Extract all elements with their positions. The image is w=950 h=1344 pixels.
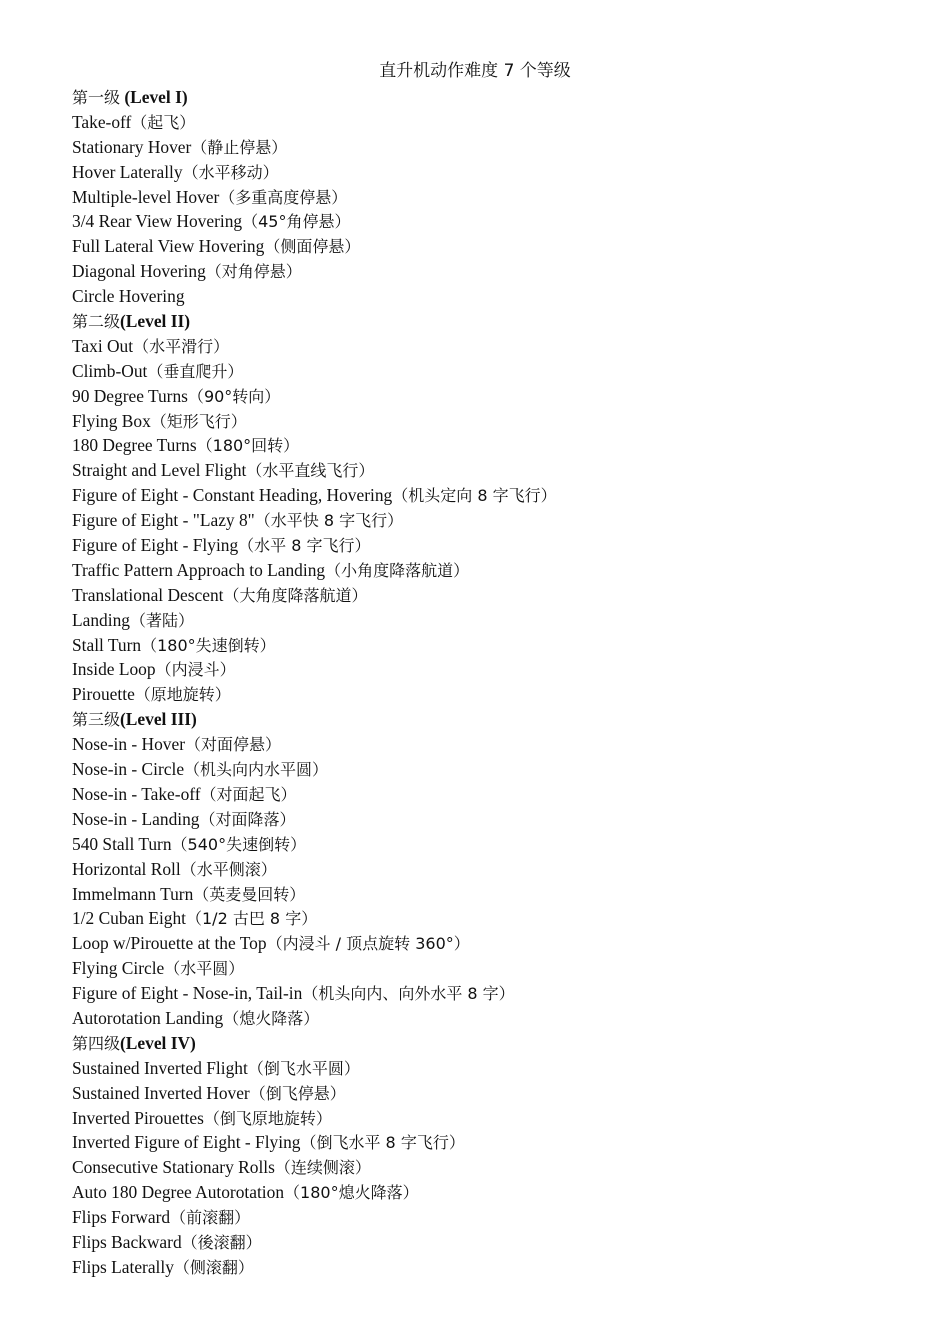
level-heading-cn: 第四级 bbox=[72, 1033, 121, 1053]
maneuver-item bbox=[72, 583, 892, 608]
maneuver-name-cn: （180°熄火降落） bbox=[284, 1183, 419, 1203]
maneuver-name-en: Full Lateral View Hovering bbox=[72, 236, 265, 257]
maneuver-name-en: Flips Backward bbox=[72, 1231, 182, 1252]
maneuver-item bbox=[72, 458, 892, 483]
maneuver-item bbox=[72, 334, 892, 359]
maneuver-name-en: Inside Loop bbox=[72, 659, 156, 680]
maneuver-name-en: Flying Box bbox=[72, 410, 151, 431]
maneuver-item bbox=[72, 832, 892, 857]
maneuver-name-cn: （著陆） bbox=[129, 610, 194, 630]
maneuver-name-cn: （静止停悬） bbox=[191, 137, 288, 157]
maneuver-item bbox=[72, 209, 892, 234]
maneuver-name-en: Stationary Hover bbox=[72, 136, 192, 157]
maneuver-item bbox=[72, 234, 892, 259]
maneuver-name-cn: （英麦曼回转） bbox=[193, 884, 306, 904]
maneuver-name-cn: （熄火降落） bbox=[223, 1008, 320, 1028]
maneuver-item bbox=[72, 906, 892, 931]
maneuver-name-en: Straight and Level Flight bbox=[72, 460, 247, 481]
maneuver-name-en: Horizontal Roll bbox=[72, 858, 181, 879]
maneuver-name-en: Translational Descent bbox=[72, 584, 224, 605]
maneuver-item bbox=[72, 981, 892, 1006]
level-heading-en: (Level I) bbox=[120, 87, 188, 107]
maneuver-name-en: Hover Laterally bbox=[72, 161, 183, 182]
maneuver-name-cn: （对面起飞） bbox=[200, 784, 297, 804]
maneuver-name-en: Sustained Inverted Flight bbox=[72, 1057, 248, 1078]
maneuver-item bbox=[72, 732, 892, 757]
maneuver-name-cn: （水平移动） bbox=[182, 162, 279, 182]
maneuver-item bbox=[72, 1180, 892, 1205]
maneuver-name-cn: （侧滚翻） bbox=[173, 1257, 254, 1277]
maneuver-name-en: Sustained Inverted Hover bbox=[72, 1082, 250, 1103]
maneuver-name-cn: （倒飞水平圆） bbox=[247, 1058, 360, 1078]
maneuver-item bbox=[72, 882, 892, 907]
maneuver-name-cn: （水平侧滚） bbox=[180, 859, 277, 879]
level-heading bbox=[72, 85, 892, 110]
maneuver-name-en: Immelmann Turn bbox=[72, 883, 194, 904]
maneuver-item bbox=[72, 483, 892, 508]
maneuver-name-en: 90 Degree Turns bbox=[72, 385, 188, 406]
maneuver-item bbox=[72, 1006, 892, 1031]
maneuver-name-cn: （45°角停悬） bbox=[242, 212, 351, 232]
maneuver-name-cn: （内浸斗） bbox=[155, 660, 236, 680]
maneuver-item bbox=[72, 110, 892, 135]
maneuver-name-cn: （水平 8 字飞行） bbox=[238, 536, 371, 556]
level-heading-cn: 第一级 bbox=[72, 88, 121, 107]
maneuver-name-en: Circle Hovering bbox=[72, 286, 185, 307]
maneuver-item bbox=[72, 608, 892, 633]
maneuver-item bbox=[72, 433, 892, 458]
maneuver-name-cn: （大角度降落航道） bbox=[223, 585, 368, 605]
maneuver-name-en: Consecutive Stationary Rolls bbox=[72, 1157, 275, 1178]
maneuver-item bbox=[72, 657, 892, 682]
maneuver-name-cn: （180°回转） bbox=[196, 436, 300, 456]
document-title: 直升机动作难度 7 个等级 bbox=[379, 61, 571, 81]
maneuver-name-en: Auto 180 Degree Autorotation bbox=[72, 1182, 285, 1203]
maneuver-name-en: Nose-in - Hover bbox=[72, 734, 186, 755]
maneuver-name-cn: （对角停悬） bbox=[205, 262, 302, 282]
level-heading bbox=[72, 707, 892, 732]
maneuver-item bbox=[72, 1056, 892, 1081]
maneuver-item bbox=[72, 558, 892, 583]
maneuver-name-en: Nose-in - Take-off bbox=[72, 783, 201, 804]
maneuver-item bbox=[72, 1230, 892, 1255]
maneuver-item bbox=[72, 284, 892, 309]
maneuver-item bbox=[72, 633, 892, 658]
maneuver-name-en: 1/2 Cuban Eight bbox=[72, 908, 186, 929]
maneuver-name-cn: （对面停悬） bbox=[185, 735, 282, 755]
maneuver-name-cn: （小角度降落航道） bbox=[325, 560, 470, 580]
maneuver-name-cn: （机头定向 8 字飞行） bbox=[392, 486, 557, 506]
level-heading bbox=[72, 309, 892, 334]
maneuver-name-cn: （多重高度停悬） bbox=[219, 187, 348, 207]
maneuver-name-en: Taxi Out bbox=[72, 335, 134, 356]
maneuver-name-en: Pirouette bbox=[72, 684, 135, 705]
maneuver-item bbox=[72, 857, 892, 882]
maneuver-name-cn: （1/2 古巴 8 字） bbox=[186, 909, 318, 929]
maneuver-name-en: Take-off bbox=[72, 111, 132, 132]
maneuver-item bbox=[72, 1081, 892, 1106]
maneuver-name-cn: （垂直爬升） bbox=[147, 361, 244, 381]
maneuver-name-en: Flying Circle bbox=[72, 958, 165, 979]
maneuver-name-cn: （对面降落） bbox=[199, 809, 296, 829]
maneuver-item bbox=[72, 359, 892, 384]
maneuver-item bbox=[72, 757, 892, 782]
maneuver-name-en: Diagonal Hovering bbox=[72, 261, 206, 282]
maneuver-name-cn: （倒飞水平 8 字飞行） bbox=[300, 1133, 465, 1153]
maneuver-name-en: Figure of Eight - "Lazy 8" bbox=[72, 510, 255, 531]
maneuver-name-cn: （原地旋转） bbox=[134, 685, 231, 705]
maneuver-name-cn: （90°转向） bbox=[187, 386, 281, 406]
maneuver-name-cn: （侧面停悬） bbox=[264, 237, 361, 257]
maneuver-item bbox=[72, 682, 892, 707]
maneuver-name-cn: （540°失速倒转） bbox=[171, 834, 307, 854]
maneuver-name-cn: （矩形飞行） bbox=[150, 411, 247, 431]
level-heading-cn: 第三级 bbox=[72, 710, 121, 730]
maneuver-item bbox=[72, 1255, 892, 1280]
level-heading-en: (Level IV) bbox=[120, 1032, 196, 1053]
maneuver-item bbox=[72, 533, 892, 558]
maneuver-name-en: Figure of Eight - Flying bbox=[72, 535, 239, 556]
maneuver-name-en: Flips Forward bbox=[72, 1207, 171, 1228]
maneuver-name-cn: （起飞） bbox=[131, 112, 196, 132]
maneuver-name-en: Landing bbox=[72, 609, 130, 630]
maneuver-item bbox=[72, 1205, 892, 1230]
maneuver-name-cn: （水平滑行） bbox=[133, 336, 230, 356]
maneuver-name-en: Figure of Eight - Constant Heading, Hovering bbox=[72, 485, 393, 506]
maneuver-name-en: Autorotation Landing bbox=[72, 1007, 224, 1028]
level-heading-en: (Level III) bbox=[120, 709, 197, 730]
maneuver-name-cn: （180°失速倒转） bbox=[141, 635, 276, 655]
maneuver-name-en: Stall Turn bbox=[72, 634, 142, 655]
maneuver-name-en: Multiple-level Hover bbox=[72, 186, 220, 207]
maneuver-name-en: Nose-in - Circle bbox=[72, 759, 185, 780]
maneuver-item bbox=[72, 782, 892, 807]
maneuver-name-cn: （连续侧滚） bbox=[274, 1158, 371, 1178]
maneuver-name-cn: （水平直线飞行） bbox=[246, 461, 375, 481]
level-heading bbox=[72, 1031, 892, 1056]
maneuver-item bbox=[72, 956, 892, 981]
maneuver-name-en: 540 Stall Turn bbox=[72, 833, 172, 854]
level-heading-en: (Level II) bbox=[120, 311, 191, 332]
maneuver-name-en: Figure of Eight - Nose-in, Tail-in bbox=[72, 983, 303, 1004]
maneuver-item bbox=[72, 508, 892, 533]
maneuver-name-cn: （水平圆） bbox=[164, 959, 245, 979]
maneuver-item bbox=[72, 384, 892, 409]
maneuver-name-cn: （机头向内、向外水平 8 字） bbox=[302, 984, 515, 1004]
maneuver-item bbox=[72, 409, 892, 434]
maneuver-name-en: Inverted Pirouettes bbox=[72, 1107, 204, 1128]
level-heading-cn: 第二级 bbox=[72, 312, 121, 332]
maneuver-name-en: Climb-Out bbox=[72, 360, 148, 381]
maneuver-name-cn: （内浸斗 / 顶点旋转 360°） bbox=[266, 934, 470, 954]
maneuver-item bbox=[72, 1106, 892, 1131]
maneuver-name-en: Loop w/Pirouette at the Top bbox=[72, 933, 267, 954]
maneuver-item bbox=[72, 1155, 892, 1180]
maneuver-name-en: Inverted Figure of Eight - Flying bbox=[72, 1132, 301, 1153]
maneuver-name-en: 180 Degree Turns bbox=[72, 435, 197, 456]
maneuver-item bbox=[72, 160, 892, 185]
maneuver-name-en: 3/4 Rear View Hovering bbox=[72, 211, 243, 232]
maneuver-item bbox=[72, 1130, 892, 1155]
maneuver-name-cn: （倒飞停悬） bbox=[249, 1083, 346, 1103]
maneuver-name-en: Flips Laterally bbox=[72, 1256, 174, 1277]
maneuver-name-en: Traffic Pattern Approach to Landing bbox=[72, 559, 326, 580]
maneuver-name-cn: （机头向内水平圆） bbox=[184, 760, 329, 780]
maneuver-item bbox=[72, 259, 892, 284]
maneuver-name-cn: （水平快 8 字飞行） bbox=[254, 511, 404, 531]
maneuver-item bbox=[72, 135, 892, 160]
maneuver-name-cn: （前滚翻） bbox=[170, 1208, 251, 1228]
maneuver-name-cn: （倒飞原地旋转） bbox=[203, 1108, 332, 1128]
maneuver-list bbox=[72, 85, 892, 1280]
maneuver-item bbox=[72, 807, 892, 832]
maneuver-name-en: Nose-in - Landing bbox=[72, 808, 200, 829]
maneuver-item bbox=[72, 931, 892, 956]
maneuver-name-cn: （後滚翻） bbox=[181, 1232, 262, 1252]
maneuver-item bbox=[72, 185, 892, 210]
